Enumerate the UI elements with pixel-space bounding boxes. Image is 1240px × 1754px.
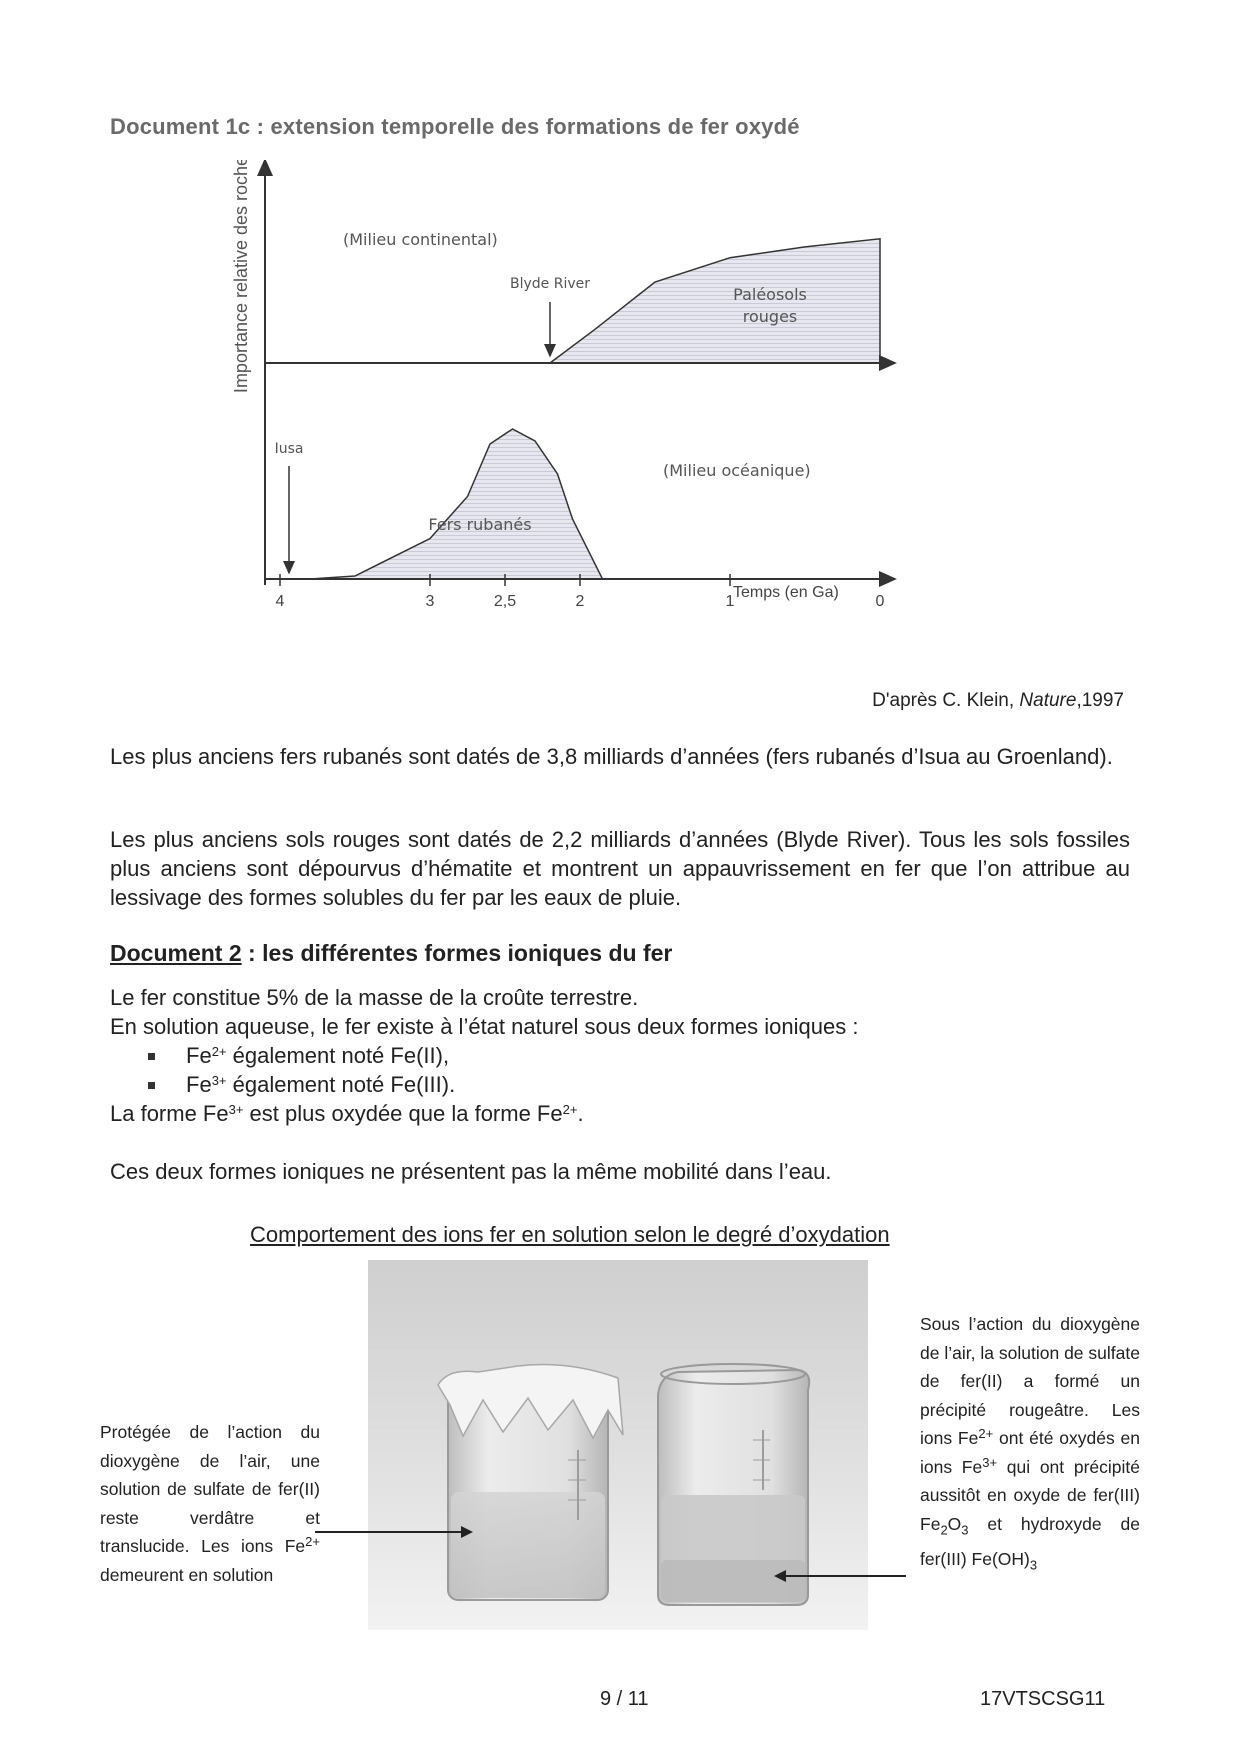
left-caption: Protégée de l’action du dioxygène de l’air, une solution de sulfate de fer(II) reste verdâtre et translucide. Les ions $Fe^{2+}$ demeurent en solution bbox=[100, 1422, 320, 1585]
isua-annotation: Iusa bbox=[274, 441, 304, 457]
line-oxydation: La forme $Fe^{3+}$ est plus oxydée que la forme $Fe^{2+}$. bbox=[110, 1101, 584, 1126]
paragraph-sols-rouges: Les plus anciens sols rouges sont datés de 2,2 milliards d’années (Blyde River). Tous les sols fossiles plus anciens sont dépourvus d’hématite et montrent un appauvrissement en fer que l’on attribue au lessivage des formes solubles du fer par les eaux de pluie. bbox=[110, 827, 1130, 910]
document-1c-title: Document 1c : extension temporelle des formations de fer oxydé bbox=[110, 114, 800, 139]
bullet-fe3: $Fe^{3+}$ également noté Fe(III). bbox=[110, 1070, 858, 1099]
paleosols-label-1: Paléosols bbox=[733, 285, 807, 304]
line-solution: En solution aqueuse, le fer existe à l’état naturel sous deux formes ioniques : bbox=[110, 1014, 859, 1039]
page-number: 9 / 11 bbox=[600, 1688, 649, 1710]
x-tick-label-2-5: 2,5 bbox=[493, 593, 517, 610]
blyde-river-annotation: Blyde River bbox=[509, 276, 591, 292]
oceanic-label: (Milieu océanique) bbox=[663, 461, 811, 480]
line-masse: Le fer constitue 5% de la masse de la croûte terrestre. bbox=[110, 985, 639, 1010]
paragraph-fers-rubanes: Les plus anciens fers rubanés sont datés de 3,8 milliards d’années (fers rubanés d’Isua au Groenland). bbox=[110, 744, 1113, 769]
right-caption-arrow bbox=[770, 1564, 910, 1588]
y-axis-label: Importance relative des roches bbox=[231, 160, 251, 394]
x-tick-label-1: 1 bbox=[725, 593, 735, 610]
bullet-fe2: $Fe^{2+}$ également noté Fe(II), bbox=[110, 1041, 858, 1070]
document-code: 17VTSCSG11 bbox=[980, 1688, 1106, 1710]
document-2-title: Document 2 : les différentes formes ioniques du fer bbox=[110, 940, 673, 966]
x-tick-label-4: 4 bbox=[275, 593, 285, 610]
line-mobilite: Ces deux formes ioniques ne présentent pas la même mobilité dans l’eau. bbox=[110, 1159, 832, 1184]
photo-title: Comportement des ions fer en solution selon le degré d’oxydation bbox=[250, 1222, 890, 1247]
continental-label: (Milieu continental) bbox=[343, 230, 498, 249]
source-credit: D'après C. Klein, Nature,1997 bbox=[872, 690, 1124, 711]
x-axis-label: Temps (en Ga) bbox=[733, 584, 839, 601]
paleosols-label-2: rouges bbox=[742, 307, 798, 326]
fers-rubanes-label: Fers rubanés bbox=[428, 515, 532, 534]
iron-formations-chart bbox=[225, 160, 1025, 710]
chart-svg bbox=[225, 160, 1025, 710]
right-caption: Sous l’action du dioxygène de l’air, la solution de sulfate de fer(II) a formé un précipité rougeâtre. Les ions $Fe^{2+}$ ont été oxydés en ions $Fe^{3+}$ qui ont précipité aussitôt en oxyde de fer(III) $Fe_2O_3$ et hydroxyde de fer(III) $Fe(OH)_3$ bbox=[920, 1314, 1140, 1572]
fers-rubanes-area bbox=[310, 429, 603, 579]
x-tick-label-2: 2 bbox=[575, 593, 585, 610]
paleosols-area bbox=[550, 239, 880, 363]
x-tick-label-3: 3 bbox=[425, 593, 435, 610]
left-caption-arrow bbox=[315, 1520, 475, 1544]
left-beaker bbox=[438, 1365, 623, 1601]
document-2-body bbox=[110, 983, 858, 1186]
x-tick-label-0: 0 bbox=[875, 593, 885, 610]
